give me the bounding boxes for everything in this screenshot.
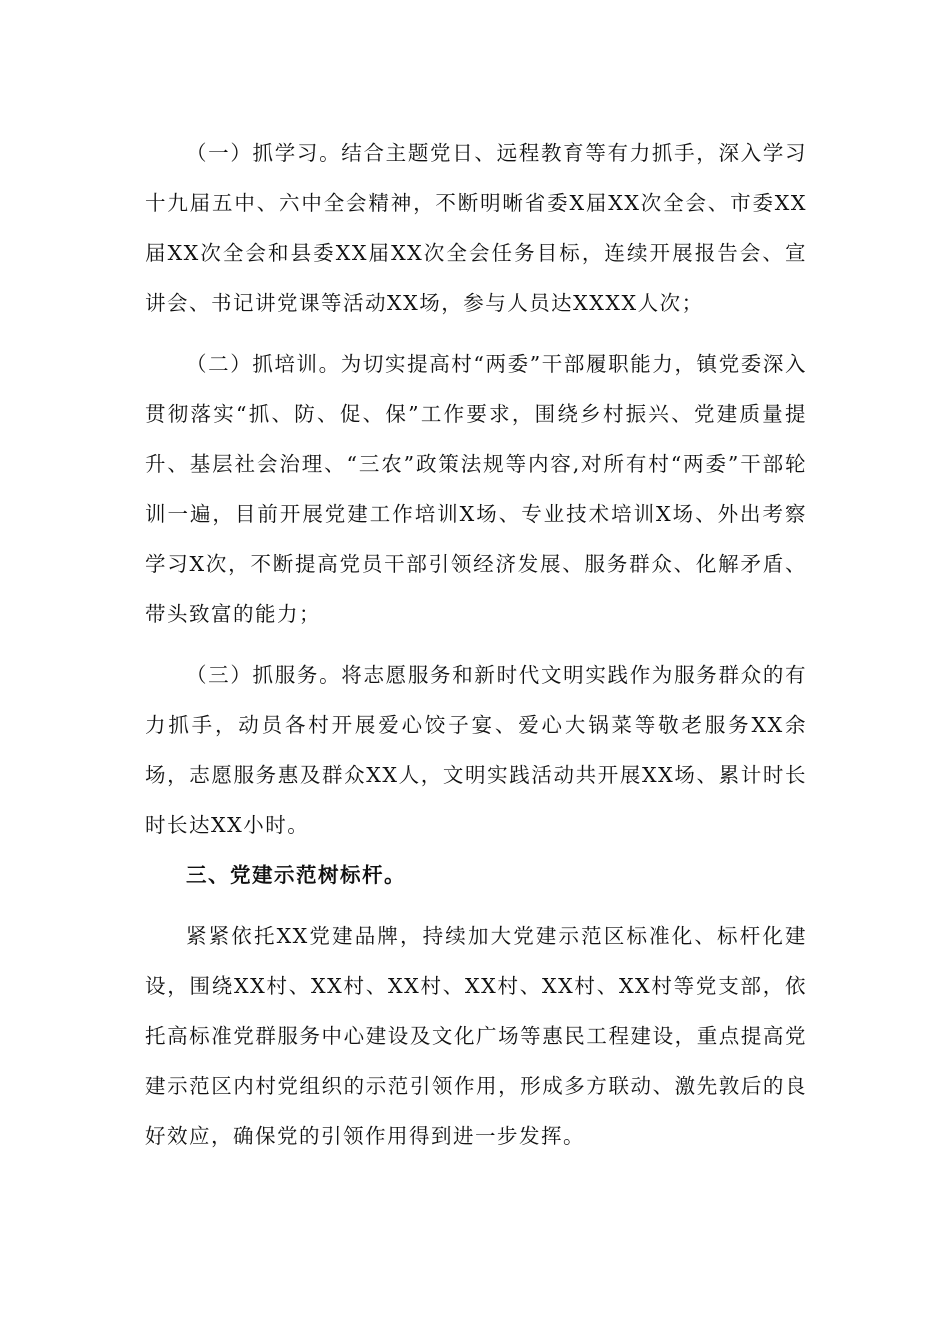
section-heading: 三、党建示范树标杆。 <box>186 863 406 887</box>
paragraph-demonstration: 紧紧依托XX党建品牌，持续加大党建示范区标准化、标杆化建设，围绕XX村、XX村、XX村、XX村、XX村、XX村等党支部，依托高标准党群服务中心建设及文化广场等惠民工程建设，重点提高党建示范区内村党组织的示范引领作用，形成多方联动、激先敦后的良好效应，确保党的引领作用得到进一步发挥。 <box>145 924 807 1148</box>
paragraph-study: （一）抓学习。结合主题党日、远程教育等有力抓手，深入学习十九届五中、六中全会精神，不断明晰省委X届XX次全会、市委XX届XX次全会和县委XX届XX次全会任务目标，连续开展报告会、宣讲会、书记讲党课等活动XX场，参与人员达XXXX人次； <box>145 141 807 315</box>
document-body <box>145 128 807 1161</box>
paragraph-training: （二）抓培训。为切实提高村“两委”干部履职能力，镇党委深入贯彻落实“抓、防、促、保”工作要求，围绕乡村振兴、党建质量提升、基层社会治理、“三农”政策法规等内容,对所有村“两委”干部轮训一遍，目前开展党建工作培训X场、专业技术培训X场、外出考察学习X次，不断提高党员干部引领经济发展、服务群众、化解矛盾、带头致富的能力； <box>145 352 807 626</box>
paragraph-service: （三）抓服务。将志愿服务和新时代文明实践作为服务群众的有力抓手，动员各村开展爱心饺子宴、爱心大锅菜等敬老服务XX余场，志愿服务惠及群众XX人，文明实践活动共开展XX场、累计时长时长达XX小时。 <box>145 663 807 837</box>
